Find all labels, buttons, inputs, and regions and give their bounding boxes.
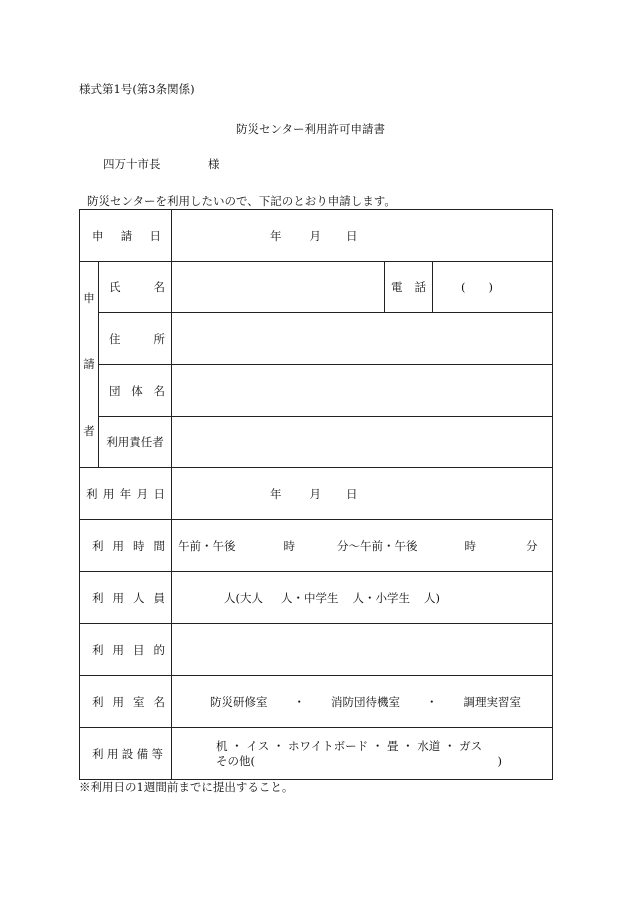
use-time-field[interactable]: 午前・午後 時 分〜午前・午後 時 分 — [172, 520, 553, 572]
application-form-table — [79, 209, 553, 780]
name-row — [80, 262, 553, 313]
name-label: 氏 名 — [99, 262, 172, 313]
addressee: 四万十市長 — [103, 157, 161, 171]
organization-field[interactable] — [172, 365, 553, 417]
use-date-field[interactable]: 年 月 日 — [172, 468, 553, 520]
name-field[interactable] — [172, 262, 385, 313]
honorific: 様 — [208, 157, 220, 171]
purpose-label: 利 用 目 的 — [80, 624, 172, 676]
equipment-other: その他( — [216, 753, 255, 768]
purpose-row — [80, 624, 553, 676]
intro-text: 防災センターを利用したいので、下記のとおり申請します。 — [87, 194, 396, 208]
phone-label: 電 話 — [385, 262, 433, 313]
manager-field[interactable] — [172, 417, 553, 468]
equipment-label: 利 用 設 備 等 — [80, 728, 172, 780]
phone-field[interactable]: ( ) — [433, 262, 553, 313]
form-number: 様式第1号(第3条関係) — [79, 82, 195, 96]
equipment-field[interactable]: 机 ・ イス ・ ホワイトボード ・ 畳 ・ 水道 ・ ガス その他( ) — [172, 728, 553, 780]
room-field[interactable]: 防災研修室 ・ 消防団待機室 ・ 調理実習室 — [172, 676, 553, 728]
footnote: ※利用日の1週間前までに提出すること。 — [79, 780, 294, 794]
address-row — [80, 313, 553, 365]
manager-row — [80, 417, 553, 468]
manager-label: 利用責任者 — [99, 417, 172, 468]
use-time-row — [80, 520, 553, 572]
people-row — [80, 572, 553, 624]
equipment-row — [80, 728, 553, 780]
room-option-firefighters[interactable]: 消防団待機室 — [331, 694, 400, 709]
application-date-field[interactable]: 年 月 日 — [172, 210, 553, 262]
application-date-label: 申 請 日 — [80, 210, 172, 262]
room-label: 利 用 室 名 — [80, 676, 172, 728]
address-label: 住 所 — [99, 313, 172, 365]
organization-label: 団 体 名 — [99, 365, 172, 417]
organization-row — [80, 365, 553, 417]
room-option-training[interactable]: 防災研修室 — [210, 694, 268, 709]
applicant-group-label: 申 請 者 — [80, 262, 99, 468]
address-field[interactable] — [172, 313, 553, 365]
people-label: 利 用 人 員 — [80, 572, 172, 624]
people-field[interactable]: 人(大人 人・中学生 人・小学生 人) — [172, 572, 553, 624]
use-date-label: 利 用 年 月 日 — [80, 468, 172, 520]
use-date-row — [80, 468, 553, 520]
room-option-cooking[interactable]: 調理実習室 — [463, 694, 521, 709]
equipment-options: 机 ・ イス ・ ホワイトボード ・ 畳 ・ 水道 ・ ガス — [216, 738, 483, 753]
document-title: 防災センター利用許可申請書 — [236, 122, 386, 136]
application-date-row — [80, 210, 553, 262]
room-row — [80, 676, 553, 728]
purpose-field[interactable] — [172, 624, 553, 676]
use-time-label: 利 用 時 間 — [80, 520, 172, 572]
